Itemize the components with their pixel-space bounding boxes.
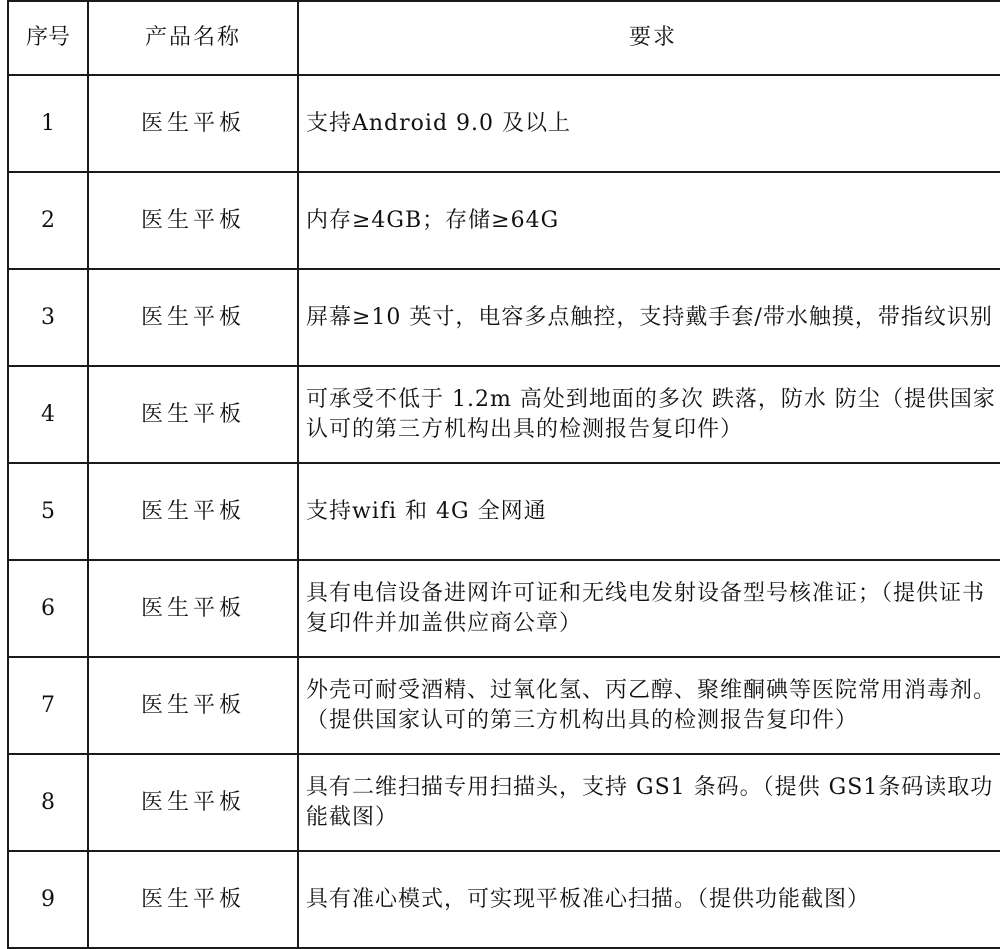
row-requirement: 具有二维扫描专用扫描头，支持 GS1 条码。（提供 GS1条码读取功能截图） bbox=[298, 754, 1000, 851]
row-product-name: 医生平板 bbox=[88, 754, 298, 851]
row-no: 9 bbox=[8, 851, 88, 948]
row-requirement: 具有准心模式，可实现平板准心扫描。（提供功能截图） bbox=[298, 851, 1000, 948]
row-no: 4 bbox=[8, 366, 88, 463]
row-requirement: 支持wifi 和 4G 全网通 bbox=[298, 463, 1000, 560]
row-product-name: 医生平板 bbox=[88, 657, 298, 754]
table-row bbox=[8, 172, 1000, 269]
header-no: 序号 bbox=[8, 1, 88, 75]
header-product-name: 产品名称 bbox=[88, 1, 298, 75]
row-requirement: 可承受不低于 1.2m 高处到地面的多次 跌落，防水 防尘（提供国家认可的第三方机构出具的检测报告复印件） bbox=[298, 366, 1000, 463]
row-product-name: 医生平板 bbox=[88, 172, 298, 269]
row-no: 8 bbox=[8, 754, 88, 851]
row-requirement: 具有电信设备进网许可证和无线电发射设备型号核准证；（提供证书复印件并加盖供应商公章） bbox=[298, 560, 1000, 657]
row-no: 1 bbox=[8, 75, 88, 172]
table-row bbox=[8, 366, 1000, 463]
row-requirement: 内存≥4GB；存储≥64G bbox=[298, 172, 1000, 269]
row-no: 6 bbox=[8, 560, 88, 657]
row-requirement: 外壳可耐受酒精、过氧化氢、丙乙醇、聚维酮碘等医院常用消毒剂。（提供国家认可的第三方机构出具的检测报告复印件） bbox=[298, 657, 1000, 754]
row-no: 2 bbox=[8, 172, 88, 269]
row-product-name: 医生平板 bbox=[88, 269, 298, 366]
row-product-name: 医生平板 bbox=[88, 75, 298, 172]
table-row bbox=[8, 75, 1000, 172]
row-product-name: 医生平板 bbox=[88, 366, 298, 463]
row-requirement: 屏幕≥10 英寸，电容多点触控，支持戴手套/带水触摸，带指纹识别 bbox=[298, 269, 1000, 366]
row-no: 3 bbox=[8, 269, 88, 366]
requirements-sheet bbox=[7, 0, 1000, 949]
table-header-row bbox=[8, 1, 1000, 75]
table-row bbox=[8, 754, 1000, 851]
row-product-name: 医生平板 bbox=[88, 463, 298, 560]
row-product-name: 医生平板 bbox=[88, 851, 298, 948]
table-row bbox=[8, 851, 1000, 948]
row-no: 5 bbox=[8, 463, 88, 560]
requirements-table bbox=[7, 0, 1000, 949]
table-row bbox=[8, 657, 1000, 754]
table-row bbox=[8, 560, 1000, 657]
table-row bbox=[8, 269, 1000, 366]
row-requirement: 支持Android 9.0 及以上 bbox=[298, 75, 1000, 172]
row-no: 7 bbox=[8, 657, 88, 754]
header-requirement: 要求 bbox=[298, 1, 1000, 75]
row-product-name: 医生平板 bbox=[88, 560, 298, 657]
table-row bbox=[8, 463, 1000, 560]
